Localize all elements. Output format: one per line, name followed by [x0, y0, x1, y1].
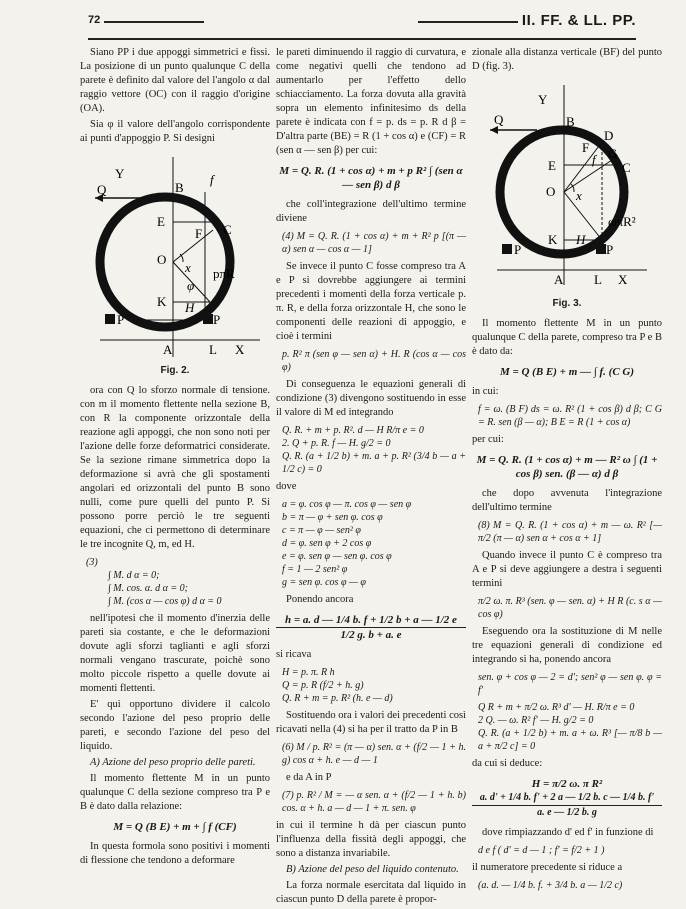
- def-g: g = sen φ. cos φ — φ: [282, 577, 366, 588]
- fig3-label-B: B: [566, 114, 575, 129]
- col2-para2: che coll'integrazione dell'ultimo termine diviene: [276, 199, 466, 224]
- col2-dove: dove: [276, 481, 297, 492]
- fig2-label-P-right: P: [213, 312, 221, 327]
- def-b: b = π — φ + sen φ. cos φ: [282, 512, 383, 523]
- def-e: e = φ. sen φ — sen φ. cos φ: [282, 551, 392, 562]
- col2-si-ricava: si ricava: [276, 649, 312, 660]
- col2-para7: in cui il termine h dà per ciascun punto l'influenza della fissità degli appoggi, che sono a distanza invariabile.: [276, 820, 466, 859]
- journal-title: II. FF. & LL. PP.: [521, 12, 636, 29]
- col3-para6: dove rimpiazzando d' ed f' in funzione di: [482, 827, 654, 838]
- fig3-label-x: x: [576, 188, 582, 203]
- col3-eq-terms: π/2 ω. π. R³ (sen. φ — sen. α) + H R (c. s α — cos φ): [478, 596, 662, 620]
- eq3-c: ∫ M. (cos α — cos φ) d α = 0: [108, 596, 222, 607]
- col2-sys3: Q. R. (a + 1/2 b) + m. a + p. R² (3/4 b — a + 1/2 c) = 0: [282, 451, 466, 475]
- col2-results: [282, 666, 466, 705]
- fig3-label-P-right: P: [606, 242, 614, 257]
- col3-eq-final: (a. d. — 1/4 b. f. + 3/4 b. a — 1/2 c): [478, 880, 623, 891]
- eq-h-num: h = a. d — 1/4 b. f + 1/2 b + a — 1/2 e: [276, 613, 466, 628]
- eq-h-den: 1/2 g. b + a. e: [340, 629, 402, 641]
- col3-per-cui: per cui:: [472, 434, 504, 445]
- column-3: [472, 46, 662, 896]
- col3-eq-h: [472, 777, 662, 820]
- col3-defs: f = ω. (B F) ds = ω. R² (1 + cos β) d β; C G = R. sen (β — α); B E = R (1 + cos α): [478, 404, 662, 428]
- col1-intro2: Sia φ il valore dell'angolo corrispondente ai punti d'appoggio P. Si designi: [80, 119, 270, 144]
- fig3-label-P-left: P: [514, 242, 522, 257]
- column-2: [276, 46, 466, 909]
- fig2-label-B: B: [175, 180, 184, 195]
- col2-para6: e da A in P: [286, 772, 332, 783]
- col1-para4: Il momento flettente M in un punto qualunque C della sezione compreso tra P e B è dato dalla relazione:: [80, 773, 270, 812]
- col2-para1: le pareti diminuendo il raggio di curvatura, e come negativi quelli che tendono ad aumentarlo per l'effetto dello schiacciamento. La forza dovuta alla gravità sopra un elemento infinitesimo ds della parete è indicata con f = p. ds = p. R d β = D'altra parte (BE) = R (1 + cos α) e (CF) = R (sen α — sen β) per cui:: [276, 47, 466, 156]
- res-QRm: Q. R + m = p. R² (h. e — d): [282, 693, 393, 704]
- col3-para5: Eseguendo ora la sostituzione di M nelle tre equazioni generali di condizione ed integrando si ha, ponendo ancora: [472, 626, 662, 665]
- fig3-label-H: H: [576, 232, 586, 247]
- col3-sys1: Q R + m + π/2 ω. R³ d' — H. R/π e = 0: [478, 702, 635, 713]
- figure-2: [85, 152, 265, 362]
- col3-para7: il numeratore precedente si riduce a: [472, 862, 623, 873]
- def-f: f = 1 — 2 sen² φ: [282, 564, 348, 575]
- fig3-label-X: X: [618, 272, 628, 287]
- page-number: 72: [88, 14, 101, 26]
- fig3-label-K: K: [548, 232, 558, 247]
- section-b-heading: B) Azione del peso del liquido contenuto.: [286, 864, 459, 875]
- fig2-caption: Fig. 2.: [160, 365, 190, 376]
- fig2-label-Y: Y: [115, 166, 125, 181]
- fig3-label-f: f: [592, 152, 596, 167]
- fig2-label-phi: φ: [187, 278, 195, 293]
- def-a: a = φ. cos φ — π. cos φ — sen φ: [282, 499, 412, 510]
- col3-da-cui: da cui si deduce:: [472, 758, 543, 769]
- fig2-label-K: K: [157, 294, 167, 309]
- col1-para2: nell'ipotesi che il momento d'inerzia delle pareti sia costante, e che le deformazioni dovute agli sforzi taglianti e agli sforzi normali vengano trascurate, poichè sono molto piccole rispetto a quelle dovute ai momenti flettenti.: [80, 613, 270, 694]
- fig3-label-D: D: [604, 128, 614, 143]
- fig3-label-E: E: [548, 158, 556, 173]
- col3-eq-df: d e f ( d' = d — 1 ; f' = f/2 + 1 ): [478, 845, 605, 856]
- col1-para3: E' qui opportuno dividere il calcolo secondo l'azione del peso proprio delle pareti, e secondo l'azione del peso del liquido.: [80, 699, 270, 752]
- col3-sys3: Q. R. (a + 1/2 b) + m. a + ω. R³ [— π/8 b — a + π/2 c] = 0: [478, 728, 662, 752]
- col2-system: [282, 424, 466, 476]
- eq4: (4) M = Q. R. (1 + cos α) + m + R² p [(π — α) sen α — cos α — 1]: [282, 231, 466, 255]
- col1-para1: ora con Q lo sforzo normale di tensione. con m il momento flettente nella sezione B, con R la componente orizzontale della reazione agli appoggi, che non sono noti per l'azione delle forze deformatrici considerate. Se la sezione rimane simmetrica dopo la deformazione si avrà che gli spostamenti angolari ed orizzontali del punto B sono nulli, come pure quelli del punto P. Si possono porre perciò le tre seguenti equazioni, che ci permettono di determinare le tre incognite Q, m, ed H.: [80, 385, 270, 550]
- col3-system: [478, 701, 662, 753]
- fig2-label-Q: Q: [97, 182, 107, 197]
- fig3-label-F: F: [582, 140, 590, 155]
- col3-eq-h-num: a. d' + 1/4 b. f' + 2 a — 1/2 b. c — 1/4 b. f': [472, 791, 662, 806]
- col1-para5: In questa formola sono positivi i momenti di flessione che tendono a deformare: [80, 841, 270, 866]
- col2-defs: [282, 498, 466, 589]
- header-rule-left: [104, 21, 204, 23]
- col2-para3: Se invece il punto C fosse compreso tra A e P si dovrebbe aggiungere ai termini precedenti i momenti della forza verticale p. π. R, e della forza orizzontale H, che sono le componenti delle reazioni di appoggio, e cioè i termini: [276, 261, 466, 342]
- page-header: [88, 14, 636, 40]
- fig3-label-C: C: [622, 160, 631, 175]
- section-a-heading: A) Azione del peso proprio delle pareti.: [90, 757, 256, 768]
- fig2-label-E: E: [157, 214, 165, 229]
- col3-eq-m: M = Q (B E) + m — ∫ f. (C G): [499, 366, 635, 378]
- col3-eq-h-den: a. e — 1/2 b. g: [537, 807, 597, 818]
- fig3-label-A: A: [554, 272, 564, 287]
- figure-3: [482, 80, 652, 295]
- col2-sys2: 2. Q + p. R. f — H. g/2 = 0: [282, 438, 391, 449]
- col2-eq-terms: p. R² π (sen φ — sen α) + H. R (cos α — cos φ): [282, 349, 466, 373]
- col2-para4: Di conseguenza le equazioni generali di condizione (3) divengono sostituendo in esse il valore di M ed integrando: [276, 379, 466, 418]
- def-d: d = φ. sen φ + 2 cos φ: [282, 538, 372, 549]
- col3-para3: che dopo avvenuta l'integrazione dell'ultimo termine: [472, 488, 662, 513]
- fig2-label-F: F: [195, 226, 203, 241]
- fig3-label-G: G: [608, 146, 618, 161]
- eq3-label: (3): [86, 557, 98, 568]
- fig2-label-L: L: [209, 342, 217, 357]
- fig3-label-Q: Q: [494, 112, 504, 127]
- col3-eq-h-lhs: H = π/2 ω. π R²: [531, 778, 603, 790]
- fig2-label-x: x: [185, 260, 191, 275]
- fig2-label-f: f: [210, 172, 214, 187]
- fig3-caption: Fig. 3.: [552, 298, 582, 309]
- col2-para5: Sostituendo ora i valori dei precedenti così ricavati nella (4) si ha per il tratto da P in B: [276, 710, 466, 735]
- header-rule-right: [418, 21, 518, 23]
- col2-sys1: Q. R. + m + p. R². d — H R/π e = 0: [282, 425, 424, 436]
- col3-eq-def: sen. φ + cos φ — 2 = d'; sen² φ — sen φ. φ = f': [478, 672, 662, 696]
- col3-sys2: 2 Q. — ω. R² f' — H. g/2 = 0: [478, 715, 594, 726]
- fig3-label-O: O: [546, 184, 556, 199]
- fig2-label-pR: pπR: [213, 266, 235, 281]
- res-H: H = p. π. R h: [282, 667, 335, 678]
- fig2-label-A: A: [163, 342, 173, 357]
- column-1: [80, 46, 270, 870]
- res-Q: Q = p. R (f/2 + h. g): [282, 680, 364, 691]
- fig2-label-H: H: [185, 300, 195, 315]
- fig2-label-P-left: P: [117, 312, 125, 327]
- col2-ponendo: Ponendo ancora: [286, 594, 354, 605]
- eq7: (7) p. R² / M = — α sen. α + (f/2 — 1 + h. b) cos. α + h. a — d — 1 + π. sen. φ: [282, 790, 466, 814]
- fig3-circle: [500, 130, 624, 254]
- fig3-label-Y: Y: [538, 92, 548, 107]
- col3-para2: Il momento flettente M in un punto qualunque C della parete, compreso tra P e B è dato da:: [472, 318, 662, 357]
- fig3-label-R: ωπR²: [608, 214, 636, 229]
- fig2-label-C: C: [223, 222, 232, 237]
- col3-eq-m2: M = Q. R. (1 + cos α) + m — R² ω ∫ (1 + cos β) sen. (β — α) d β: [476, 454, 658, 480]
- eq6: (6) M / p. R² = (π — α) sen. α + (f/2 — 1 + h. g) cos α + h. e — d — 1: [282, 742, 466, 766]
- col3-para4: Quando invece il punto C è compreso tra A e P si deve aggiungere a destra i seguenti termini: [472, 550, 662, 589]
- col2-eq-m: M = Q. R. (1 + cos α) + m + p R² ∫ (sen α — sen β) d β: [279, 165, 463, 191]
- col1-intro: Siano PP i due appoggi simmetrici e fissi. La posizione di un punto qualunque C della parete è definito dal valore del l'angolo α dal raggio vettore (OC) con il raggio d'origine (OA).: [80, 47, 270, 114]
- fig3-label-L: L: [594, 272, 602, 287]
- col2-para8: La forza normale esercitata dal liquido in ciascun punto D della parete è propor-: [276, 880, 466, 905]
- fig2-label-O: O: [157, 252, 167, 267]
- col2-eq-h: [276, 613, 466, 642]
- def-c: c = π — φ — sen² φ: [282, 525, 361, 536]
- col1-eq-m: M = Q (B E) + m + ∫ f (CF): [113, 821, 237, 833]
- eq3-block: [86, 556, 270, 608]
- col3-in-cui: in cui:: [472, 386, 499, 397]
- eq8: (8) M = Q. R. (1 + cos α) + m — ω. R² [— π/2 (π — α) sen α + cos α + 1]: [478, 520, 662, 544]
- eq3-a: ∫ M. d α = 0;: [108, 570, 160, 581]
- col3-para1: zionale alla distanza verticale (BF) del punto D (fig. 3).: [472, 47, 662, 72]
- eq3-b: ∫ M. cos. α. d α = 0;: [108, 583, 188, 594]
- fig2-label-X: X: [235, 342, 245, 357]
